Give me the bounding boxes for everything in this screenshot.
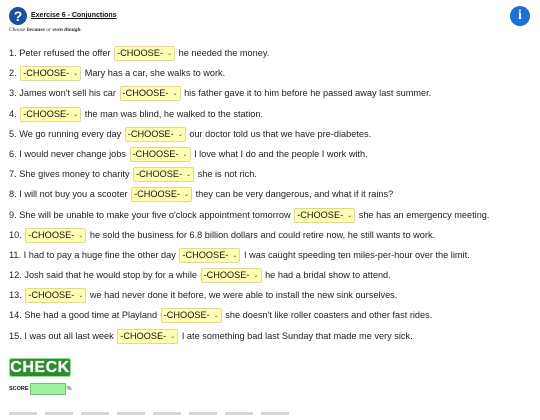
conjunction-select[interactable] bbox=[117, 329, 178, 344]
nav-tab[interactable] bbox=[225, 412, 253, 415]
chevron-down-icon: ⌄ bbox=[186, 172, 192, 179]
conjunction-select[interactable] bbox=[120, 86, 181, 101]
question-row bbox=[9, 267, 539, 287]
select-value: -CHOOSE- bbox=[127, 128, 174, 139]
conjunction-select[interactable] bbox=[20, 66, 81, 81]
question-text-after: she doesn't like roller coasters and other fast rides. bbox=[225, 310, 433, 321]
question-number: 11. bbox=[9, 249, 22, 260]
nav-tab[interactable] bbox=[117, 412, 145, 415]
select-value: -CHOOSE- bbox=[28, 290, 75, 301]
question-text-after: she has an emergency meeting. bbox=[358, 209, 490, 220]
question-row bbox=[9, 307, 539, 327]
conjunction-select[interactable] bbox=[125, 127, 186, 142]
question-text-before: Peter refused the offer bbox=[19, 48, 111, 58]
question-row bbox=[9, 45, 539, 65]
conjunction-select[interactable] bbox=[25, 228, 86, 243]
question-text-after: they can be very dangerous, and what if it rains? bbox=[195, 189, 394, 200]
chevron-down-icon: ⌄ bbox=[73, 71, 79, 78]
nav-tab[interactable] bbox=[153, 412, 181, 415]
instructions-text: or bbox=[44, 27, 53, 33]
question-text-after: his father gave it to him before he passed away last summer. bbox=[184, 88, 432, 99]
select-value: -CHOOSE- bbox=[203, 270, 250, 281]
select-value: -CHOOSE- bbox=[134, 189, 180, 200]
question-text-before: I was out all last week bbox=[24, 330, 114, 341]
question-row bbox=[9, 227, 539, 247]
question-number: 6. bbox=[9, 148, 17, 159]
select-value: -CHOOSE- bbox=[122, 88, 169, 99]
question-number: 7. bbox=[9, 169, 17, 180]
check-button[interactable]: CHECK bbox=[10, 359, 70, 376]
question-row bbox=[9, 328, 539, 348]
question-number: 9. bbox=[9, 209, 17, 220]
question-text-after: I ate something bad last Sunday that made me very sick. bbox=[181, 330, 413, 341]
select-value: -CHOOSE- bbox=[182, 249, 229, 260]
instructions-text: . bbox=[80, 27, 82, 33]
select-value: -CHOOSE- bbox=[297, 209, 344, 220]
question-text-after: the man was blind, he walked to the station. bbox=[84, 108, 264, 119]
instructions bbox=[9, 27, 82, 33]
conjunction-select[interactable] bbox=[161, 308, 222, 323]
conjunction-select[interactable] bbox=[20, 107, 81, 122]
question-text-before: She will be unable to make your five o'clock appointment tomorrow bbox=[19, 209, 291, 220]
nav-tab[interactable] bbox=[45, 412, 73, 415]
question-text-after: she is not rich. bbox=[197, 169, 257, 180]
question-row bbox=[9, 106, 539, 126]
question-number: 10. bbox=[9, 229, 22, 240]
question-row bbox=[9, 146, 539, 166]
question-text-before: I would never change jobs bbox=[19, 148, 126, 159]
question-text-after: we had never done it before, we were able to install the new sink ourselves. bbox=[89, 290, 398, 301]
select-value: -CHOOSE- bbox=[163, 310, 210, 321]
question-number: 5. bbox=[9, 128, 17, 139]
chevron-down-icon: ⌄ bbox=[73, 111, 79, 118]
nav-tab[interactable] bbox=[81, 412, 109, 415]
instructions-word-because: because bbox=[26, 27, 45, 33]
question-text-after: our doctor told us that we have pre-diabetes. bbox=[189, 128, 372, 139]
question-text-before: Josh said that he would stop by for a while bbox=[24, 270, 197, 281]
question-text-after: he needed the money. bbox=[178, 48, 270, 58]
question-text-before: She gives money to charity bbox=[19, 169, 130, 180]
question-number: 14. bbox=[9, 310, 22, 321]
question-text-before: She had a good time at Playland bbox=[24, 310, 158, 321]
question-row bbox=[9, 65, 539, 85]
chevron-down-icon: ⌄ bbox=[182, 151, 188, 158]
question-text-before: I had to pay a huge fine the other day bbox=[23, 249, 176, 260]
conjunction-select[interactable] bbox=[179, 248, 240, 263]
question-number: 1. bbox=[9, 48, 17, 58]
question-number: 15. bbox=[9, 330, 22, 341]
chevron-down-icon: ⌄ bbox=[172, 91, 178, 98]
chevron-down-icon: ⌄ bbox=[213, 313, 219, 320]
help-icon[interactable]: ? bbox=[9, 7, 27, 25]
question-list bbox=[9, 45, 539, 348]
question-number: 8. bbox=[9, 189, 17, 200]
question-text-after: I love what I do and the people I work with. bbox=[194, 148, 368, 159]
chevron-down-icon: ⌄ bbox=[253, 273, 259, 280]
instructions-word-even-though: even though bbox=[52, 27, 81, 33]
chevron-down-icon: ⌄ bbox=[78, 232, 84, 239]
exercise-title: Exercise 6 - Conjunctions bbox=[31, 12, 117, 19]
chevron-down-icon: ⌄ bbox=[184, 192, 190, 199]
question-number: 3. bbox=[9, 88, 17, 99]
info-icon[interactable]: i bbox=[510, 6, 530, 26]
question-text-after: Mary has a car, she walks to work. bbox=[84, 68, 226, 79]
question-row bbox=[9, 166, 539, 186]
question-row bbox=[9, 247, 539, 267]
score-label: SCORE bbox=[9, 385, 29, 392]
conjunction-select[interactable] bbox=[294, 208, 355, 223]
chevron-down-icon: ⌄ bbox=[167, 51, 173, 57]
chevron-down-icon: ⌄ bbox=[232, 252, 238, 259]
question-text-before: I will not buy you a scooter bbox=[19, 189, 128, 200]
conjunction-select[interactable] bbox=[201, 268, 262, 283]
question-row bbox=[9, 287, 539, 307]
nav-tab[interactable] bbox=[9, 412, 37, 415]
question-number: 4. bbox=[9, 108, 17, 119]
select-value: -CHOOSE- bbox=[132, 148, 179, 159]
nav-tab[interactable] bbox=[189, 412, 217, 415]
select-value: -CHOOSE- bbox=[23, 108, 70, 119]
select-value: -CHOOSE- bbox=[28, 229, 75, 240]
question-text-after: he sold the business for 6.8 billion dollars and could retire now, he still wants to work. bbox=[89, 229, 436, 240]
conjunction-select[interactable] bbox=[130, 147, 191, 162]
select-value: -CHOOSE- bbox=[23, 68, 70, 79]
question-row bbox=[9, 126, 539, 146]
conjunction-select[interactable] bbox=[131, 187, 192, 202]
question-row bbox=[9, 186, 539, 206]
chevron-down-icon: ⌄ bbox=[177, 131, 183, 138]
score-percent-sign: % bbox=[66, 385, 72, 392]
instructions-text: Choose bbox=[9, 27, 27, 33]
nav-tab[interactable] bbox=[261, 412, 289, 415]
conjunction-select[interactable] bbox=[25, 288, 86, 303]
question-number: 2. bbox=[9, 68, 17, 79]
select-value: -CHOOSE- bbox=[120, 330, 167, 341]
question-row bbox=[9, 207, 539, 227]
conjunction-select[interactable] bbox=[133, 167, 194, 182]
chevron-down-icon: ⌄ bbox=[347, 212, 353, 219]
chevron-down-icon: ⌄ bbox=[170, 333, 176, 340]
question-row bbox=[9, 85, 539, 105]
question-text-after: I was caught speeding ten miles-per-hour over the limit. bbox=[243, 249, 470, 260]
question-number: 12. bbox=[9, 270, 22, 281]
score-row bbox=[9, 380, 71, 392]
question-text-before: We go running every day bbox=[19, 128, 122, 139]
question-text-before: James won't sell his car bbox=[19, 88, 116, 99]
question-number: 13. bbox=[9, 290, 22, 301]
question-text-after: he had a bridal show to attend. bbox=[265, 270, 391, 281]
score-field bbox=[30, 383, 66, 395]
chevron-down-icon: ⌄ bbox=[78, 293, 84, 300]
conjunction-select[interactable] bbox=[114, 46, 175, 61]
select-value: -CHOOSE- bbox=[117, 48, 163, 58]
select-value: -CHOOSE- bbox=[136, 169, 183, 180]
